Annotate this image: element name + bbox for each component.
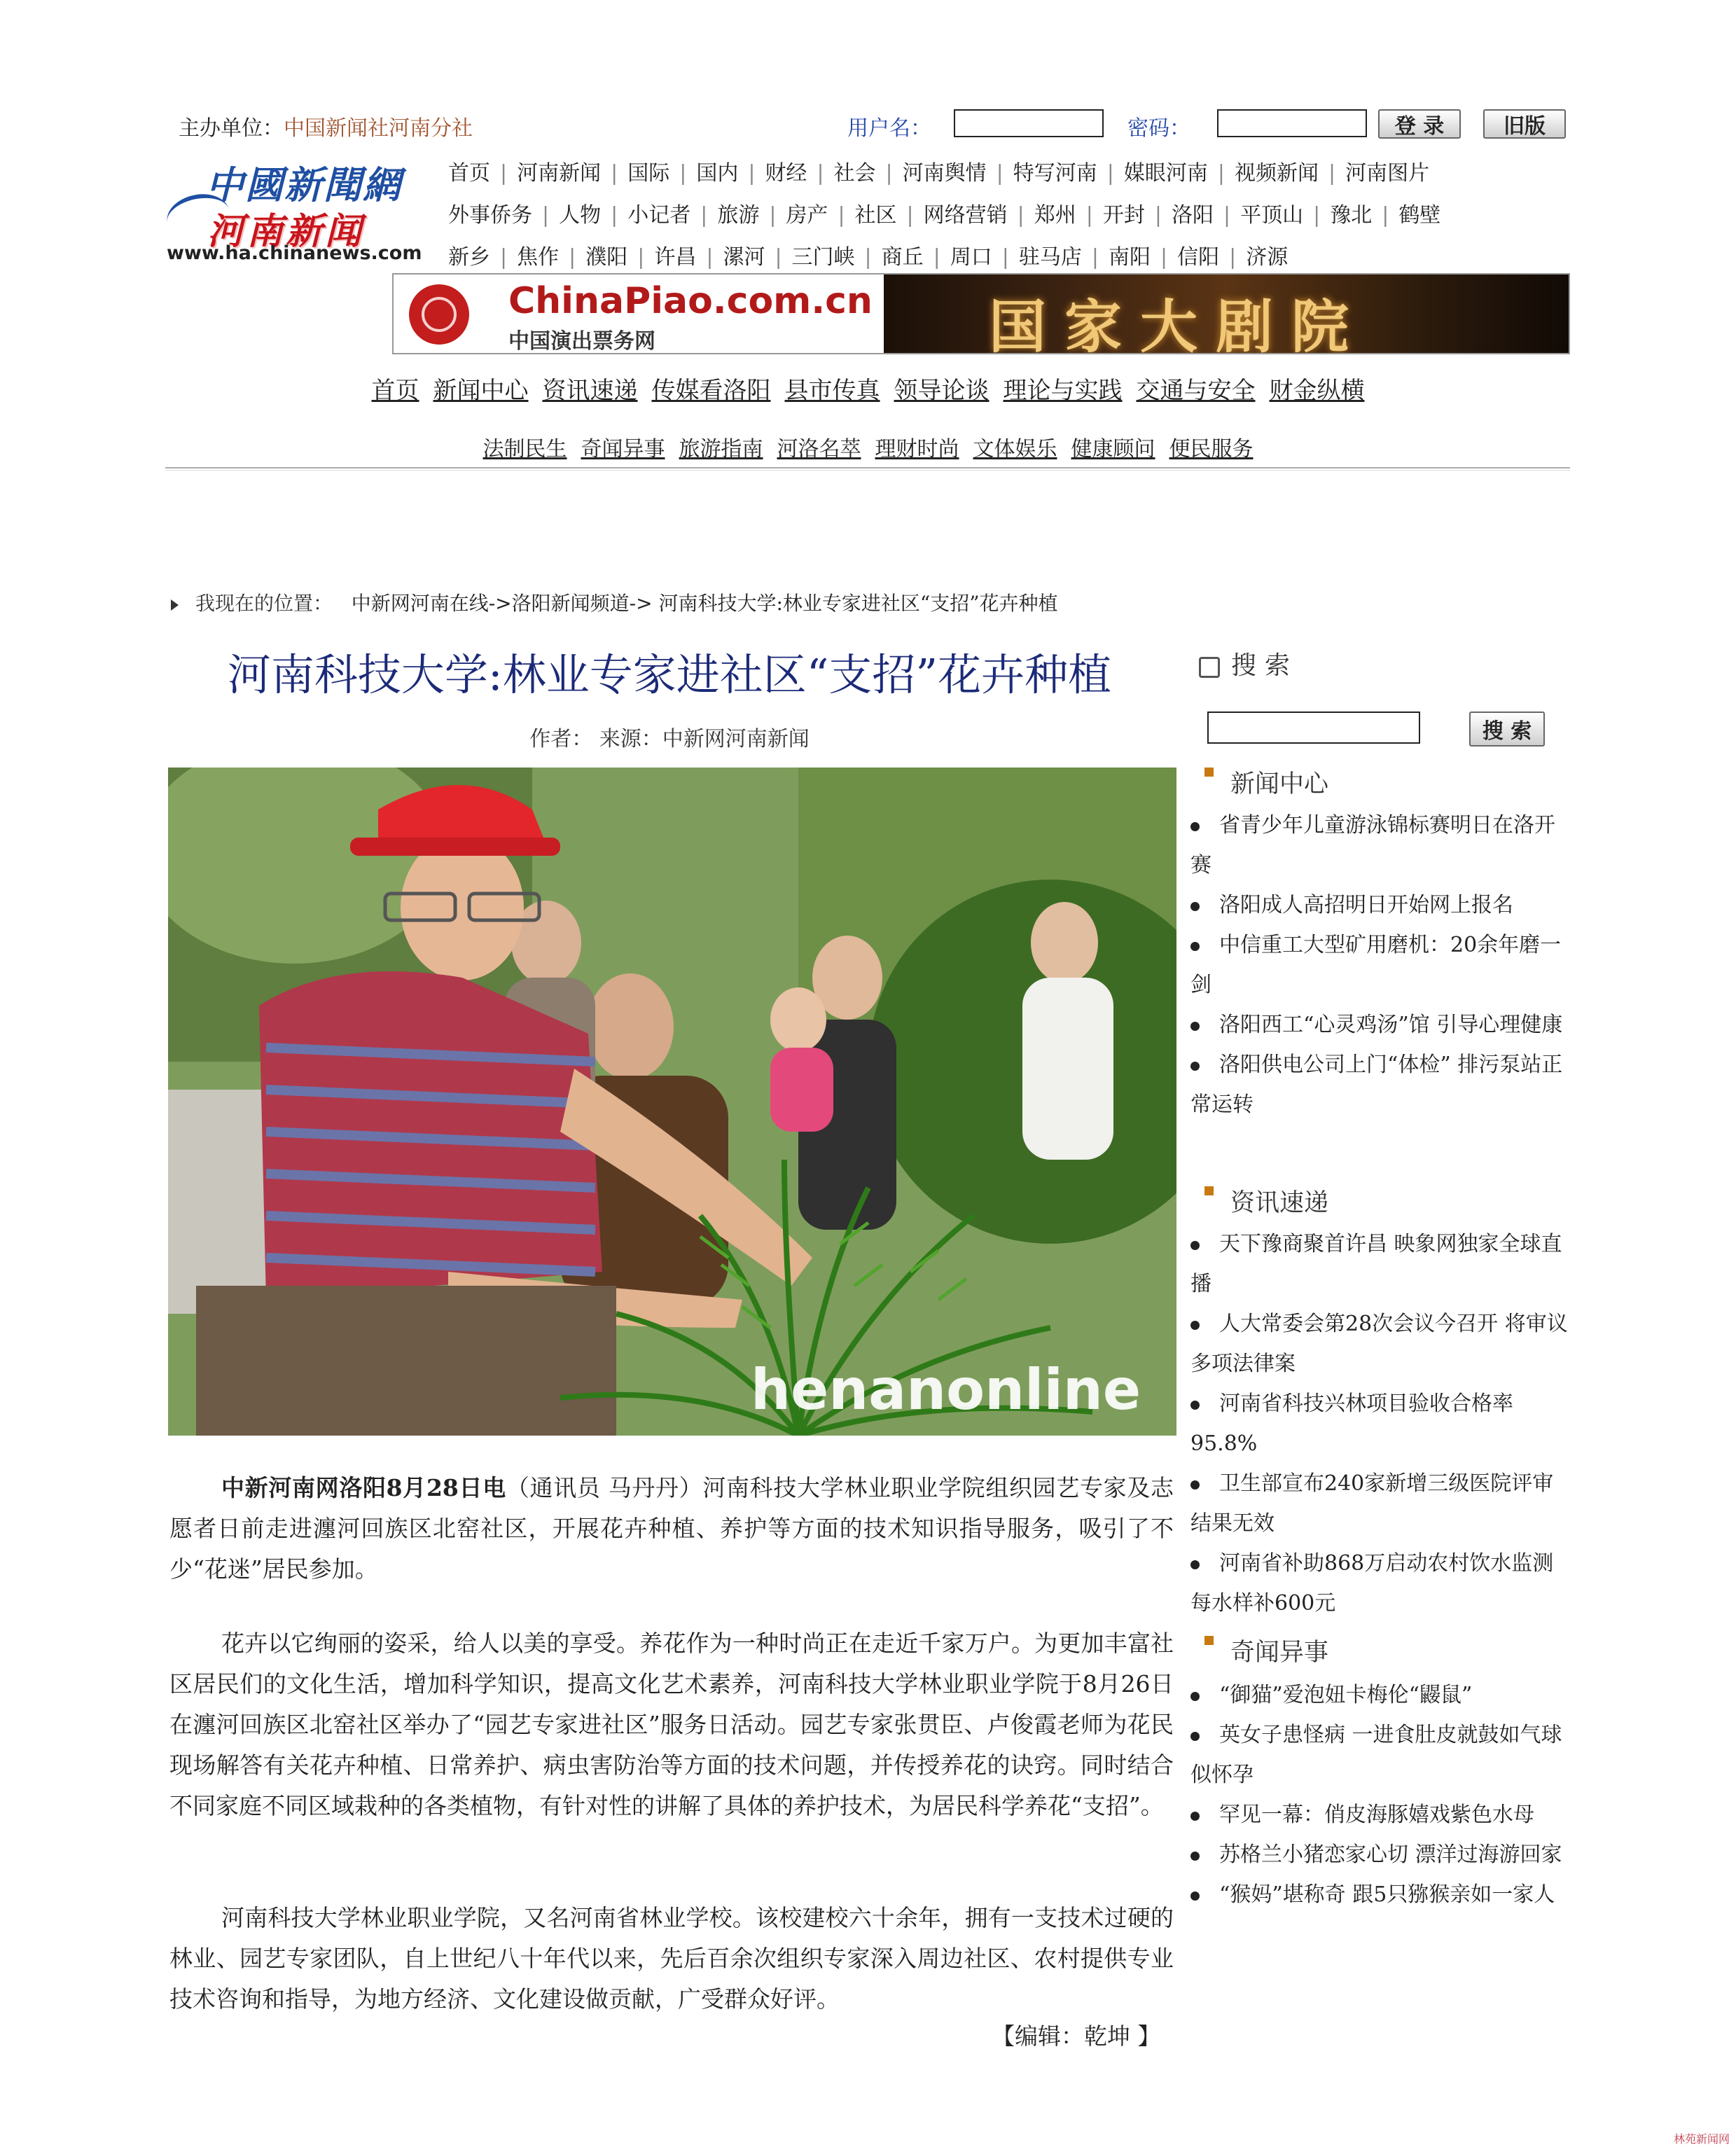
- channel-link[interactable]: 财金纵横: [1269, 377, 1365, 405]
- bullet-icon: [1190, 1852, 1200, 1861]
- nav-separator: |: [748, 161, 756, 186]
- topnav-item[interactable]: 南阳: [1108, 245, 1151, 270]
- list-item: [1190, 925, 1571, 1005]
- nav-separator: |: [1313, 203, 1321, 228]
- nav-separator: |: [542, 203, 550, 228]
- topnav-item[interactable]: 国内: [696, 161, 739, 186]
- list-item: [1190, 1835, 1571, 1875]
- list-item: [1190, 1795, 1571, 1835]
- bullet-icon: [1190, 1022, 1200, 1031]
- topnav-item[interactable]: 河南图片: [1345, 161, 1430, 186]
- topnav-item[interactable]: 特写河南: [1013, 161, 1097, 186]
- square-bullet-icon: [1204, 1186, 1214, 1195]
- bullet-icon: [1190, 822, 1200, 831]
- sidebar-section-heading: [1204, 1183, 1328, 1219]
- topnav-item[interactable]: 洛阳: [1171, 203, 1214, 228]
- sidebar-section-heading: [1204, 765, 1328, 800]
- topnav-item[interactable]: 新乡: [448, 245, 490, 270]
- channel-link[interactable]: 法制民生: [482, 437, 567, 461]
- topnav-item[interactable]: 网络营销: [923, 203, 1008, 228]
- topnav-item[interactable]: 首页: [448, 161, 490, 186]
- nav-separator: |: [1091, 245, 1099, 270]
- nav-separator: |: [611, 161, 618, 186]
- banner-theater: 国家大剧院: [989, 293, 1368, 354]
- sidebar-news-list: [1190, 805, 1571, 1125]
- host-label: 主办单位：: [179, 116, 284, 141]
- channel-link[interactable]: 理财时尚: [875, 437, 959, 461]
- channel-link[interactable]: 县市传真: [784, 377, 880, 405]
- topnav-item[interactable]: 社区: [854, 203, 897, 228]
- logo-line1: 中國新聞網: [206, 162, 402, 207]
- nav-separator: |: [1017, 203, 1025, 228]
- article-paragraph-3: 河南科技大学林业职业学院，又名河南省林业学校。该校建校六十余年，拥有一支技术过硬的林业、园艺专家团队，自上世纪八十年代以来，先后百余次组织专家深入周边社区、农村提供专业技术咨询和指导，为地方经济、文化建设做贡献，广受群众好评。: [169, 1904, 1174, 2013]
- username-input[interactable]: [954, 109, 1104, 137]
- nav-separator: |: [611, 203, 618, 228]
- site-logo[interactable]: [167, 153, 427, 265]
- sidebar-news-link[interactable]: 河南省科技兴林项目验收合格率95.8%: [1190, 1391, 1513, 1456]
- lead-bold: 中新河南网洛阳8月28日电: [221, 1474, 506, 1501]
- bullet-icon: [1190, 1401, 1200, 1410]
- topnav-item[interactable]: 社会: [833, 161, 876, 186]
- nav-separator: |: [933, 245, 940, 270]
- topnav-item[interactable]: 许昌: [654, 245, 697, 270]
- nav-separator: |: [1328, 161, 1336, 186]
- sidebar-news-link[interactable]: 洛阳供电公司上门“体检” 排污泵站正常运转: [1190, 1053, 1563, 1117]
- divider-shadow: [165, 470, 1570, 471]
- arrow-right-icon: [171, 599, 179, 611]
- bullet-icon: [1190, 1321, 1200, 1330]
- sidebar-news-link[interactable]: 卫生部宣布240家新增三级医院评审结果无效: [1190, 1471, 1554, 1536]
- bullet-icon: [1190, 1062, 1200, 1071]
- banner-left: [394, 275, 884, 353]
- topnav-item[interactable]: 外事侨务: [448, 203, 532, 228]
- sidebar-section-heading: [1204, 1633, 1328, 1668]
- sidebar-news-link[interactable]: “猴妈”堪称奇 跟5只猕猴亲如一家人: [1219, 1882, 1555, 1907]
- topnav-item[interactable]: 财经: [765, 161, 807, 186]
- sidebar-news-link[interactable]: 洛阳西工“心灵鸡汤”馆 引导心理健康: [1219, 1013, 1563, 1037]
- sidebar-news-link[interactable]: 天下豫商聚首许昌 映象网独家全球直播: [1190, 1232, 1562, 1296]
- nav-separator: |: [1106, 161, 1114, 186]
- bullet-icon: [1190, 902, 1200, 911]
- sidebar-news-link[interactable]: “御猫”爱泡妞卡梅伦“鼹鼠”: [1219, 1683, 1473, 1707]
- nav-separator: |: [1154, 203, 1162, 228]
- sidebar-news-link[interactable]: 中信重工大型矿用磨机：20余年磨一剑: [1190, 933, 1562, 997]
- topnav-item[interactable]: 视频新闻: [1234, 161, 1319, 186]
- nav-separator: |: [1001, 245, 1009, 270]
- banner-right: [884, 275, 1569, 353]
- ad-banner[interactable]: [392, 273, 1570, 354]
- topnav-item[interactable]: 房产: [786, 203, 828, 228]
- list-item: [1190, 1464, 1571, 1543]
- nav-separator: |: [706, 245, 714, 270]
- sidebar-news-link[interactable]: 省青少年儿童游泳锦标赛明日在洛开赛: [1190, 813, 1555, 877]
- nav-separator: |: [1223, 203, 1231, 228]
- topnav-item[interactable]: 小记者: [627, 203, 691, 228]
- search-box-icon: [1199, 657, 1220, 678]
- sidebar-news-link[interactable]: 洛阳成人高招明日开始网上报名: [1219, 893, 1513, 917]
- square-bullet-icon: [1204, 1636, 1214, 1645]
- topnav-item[interactable]: 漯河: [723, 245, 765, 270]
- nav-separator: |: [500, 161, 508, 186]
- channel-nav-2: [0, 431, 1736, 462]
- channel-link[interactable]: 便民服务: [1169, 437, 1254, 461]
- old-version-button[interactable]: 旧版: [1483, 109, 1566, 139]
- bullet-icon: [1190, 1692, 1200, 1701]
- channel-link[interactable]: 理论与实践: [1003, 377, 1123, 405]
- list-item: [1190, 1715, 1571, 1795]
- topnav-item[interactable]: 开封: [1102, 203, 1145, 228]
- topnav-item[interactable]: 平顶山: [1240, 203, 1304, 228]
- photo-scene: [168, 768, 1176, 1436]
- bullet-icon: [1190, 1480, 1200, 1490]
- topnav-item[interactable]: 鹤壁: [1398, 203, 1441, 228]
- nav-separator: |: [885, 161, 893, 186]
- nav-separator: |: [838, 203, 845, 228]
- nav-separator: |: [906, 203, 914, 228]
- topnav-item[interactable]: 商丘: [881, 245, 924, 270]
- sidebar-news-link[interactable]: 河南省补助868万启动农村饮水监测 每水样补600元: [1190, 1551, 1554, 1616]
- nav-separator: |: [775, 245, 782, 270]
- sidebar-news-link[interactable]: 罕见一幕：俏皮海豚嬉戏紫色水母: [1219, 1803, 1534, 1827]
- topnav-item[interactable]: 濮阳: [585, 245, 628, 270]
- topnav-item[interactable]: 济源: [1246, 245, 1289, 270]
- channel-link[interactable]: 奇闻异事: [581, 437, 665, 461]
- nav-separator: |: [817, 161, 824, 186]
- list-item: [1190, 1543, 1571, 1623]
- sidebar-news-list: [1190, 1675, 1571, 1915]
- topnav-item[interactable]: 河南新闻: [517, 161, 602, 186]
- login-button[interactable]: 登 录: [1378, 109, 1461, 139]
- password-input[interactable]: [1217, 109, 1367, 137]
- nav-separator: |: [864, 245, 872, 270]
- topnav-item[interactable]: 国际: [627, 161, 670, 186]
- list-item: [1190, 1304, 1571, 1384]
- list-item: [1190, 1384, 1571, 1464]
- channel-link[interactable]: 河洛名萃: [777, 437, 861, 461]
- banner-brand: ChinaPiao.com.cn: [508, 280, 873, 322]
- channel-link[interactable]: 传媒看洛阳: [651, 377, 771, 405]
- sidebar-news-link[interactable]: 苏格兰小猪恋家心切 漂洋过海游回家: [1219, 1842, 1562, 1867]
- nav-separator: |: [1229, 245, 1237, 270]
- topnav-item[interactable]: 信阳: [1177, 245, 1220, 270]
- breadcrumb: [171, 588, 1058, 616]
- topnav-item[interactable]: 人物: [559, 203, 602, 228]
- topnav-item[interactable]: 周口: [950, 245, 992, 270]
- banner-sub: 中国演出票务网: [508, 329, 655, 354]
- sidebar-news-list: [1190, 1224, 1571, 1623]
- channel-link[interactable]: 旅游指南: [679, 437, 763, 461]
- article-editor: 【编辑：乾坤 】: [992, 2022, 1161, 2050]
- sidebar-news-link[interactable]: 人大常委会第28次会议今召开 将审议多项法律案: [1190, 1312, 1568, 1376]
- article-paragraph-1: [169, 1468, 1174, 1590]
- breadcrumb-path[interactable]: 中新网河南在线->洛阳新闻频道-> 河南科技大学:林业专家进社区“支招”花卉种植: [351, 592, 1058, 615]
- bullet-icon: [1190, 1560, 1200, 1569]
- nav-separator: |: [700, 203, 708, 228]
- username-label: 用户名：: [847, 116, 931, 141]
- list-item: [1190, 1875, 1571, 1915]
- list-item: [1190, 885, 1571, 925]
- channel-link[interactable]: 交通与安全: [1136, 377, 1256, 405]
- nav-separator: |: [1085, 203, 1093, 228]
- topnav-item[interactable]: 媒眼河南: [1123, 161, 1208, 186]
- search-title: 搜索: [1231, 651, 1299, 680]
- bullet-icon: [1190, 1891, 1200, 1901]
- nav-separator: |: [769, 203, 777, 228]
- divider: [165, 467, 1570, 468]
- nav-separator: |: [637, 245, 645, 270]
- top-nav-row-1: [448, 155, 1429, 186]
- nav-separator: |: [996, 161, 1004, 186]
- breadcrumb-label: 我现在的位置：: [195, 592, 333, 615]
- topnav-item[interactable]: 焦作: [517, 245, 560, 270]
- sidebar-search-button[interactable]: 搜 索: [1469, 711, 1545, 747]
- sidebar-search-input[interactable]: [1207, 711, 1420, 744]
- photo-watermark: henanonline: [751, 1357, 1141, 1422]
- channel-link[interactable]: 领导论谈: [894, 377, 989, 405]
- list-item: [1190, 1005, 1571, 1045]
- topnav-item[interactable]: 郑州: [1034, 203, 1076, 228]
- list-item: [1190, 1224, 1571, 1304]
- nav-separator: |: [679, 161, 687, 186]
- sidebar-section-title: 新闻中心: [1230, 770, 1329, 798]
- nav-separator: |: [569, 245, 576, 270]
- list-item: [1190, 1045, 1571, 1125]
- bullet-icon: [1190, 1812, 1200, 1821]
- article-paragraph-2: 花卉以它绚丽的姿采，给人以美的享受。养花作为一种时尚正在走近千家万户。为更加丰富社区居民们的文化生活，增加科学知识，提高文化艺术素养，河南科技大学林业职业学院于8月26日在瀍河回族区北窑社区举办了“园艺专家进社区”服务日活动。园艺专家张贯臣、卢俊霞老师为花民现场解答有关花卉种植、日常养护、病虫害防治等方面的技术问题，并传授养花的诀窍。同时结合不同家庭不同区域栽种的各类植物，有针对性的讲解了具体的养护技术，为居民科学养花“支招”。: [169, 1630, 1174, 1819]
- sidebar-news-link[interactable]: 英女子患怪病 一进食肚皮就鼓如气球似怀孕: [1190, 1723, 1562, 1787]
- channel-link[interactable]: 资讯速递: [542, 377, 638, 405]
- host-org: 中国新闻社河南分社: [284, 116, 473, 141]
- nav-separator: |: [1217, 161, 1225, 186]
- article-title: 河南科技大学:林业专家进社区“支招”花卉种植: [227, 649, 1112, 700]
- password-label: 密码：: [1127, 116, 1190, 141]
- topnav-item[interactable]: 河南舆情: [902, 161, 987, 186]
- lead-rest: （通讯员 马丹丹）河南科技大学林业职业学院组织园艺专家及志愿者日前走进瀍河回族区北窑社区，开展花卉种植、养护等方面的技术知识指导服务，吸引了不少“花迷”居民参加。: [169, 1474, 1174, 1583]
- sidebar-section-title: 奇闻异事: [1230, 1639, 1329, 1667]
- channel-link[interactable]: 首页: [371, 377, 419, 405]
- bullet-icon: [1190, 1241, 1200, 1250]
- article-byline: 作者： 来源：中新网河南新闻: [529, 727, 810, 751]
- bullet-icon: [1190, 942, 1200, 951]
- nav-separator: |: [1382, 203, 1389, 228]
- topnav-item[interactable]: 旅游: [717, 203, 760, 228]
- top-nav-row-2: [448, 197, 1440, 228]
- channel-link[interactable]: 文体娱乐: [973, 437, 1057, 461]
- topnav-item[interactable]: 豫北: [1330, 203, 1373, 228]
- article-photo: [168, 768, 1176, 1436]
- sidebar-section-title: 资讯速递: [1230, 1189, 1329, 1217]
- channel-link[interactable]: 新闻中心: [433, 377, 529, 405]
- nav-separator: |: [1160, 245, 1168, 270]
- list-item: [1190, 1675, 1571, 1715]
- topnav-item[interactable]: 三门峡: [791, 245, 855, 270]
- list-item: [1190, 805, 1571, 885]
- corner-watermark: 林苑新闻网: [1674, 2132, 1730, 2146]
- nav-separator: |: [500, 245, 508, 270]
- bullet-icon: [1190, 1732, 1200, 1741]
- logo-line2: 河南新闻: [207, 210, 365, 253]
- square-bullet-icon: [1204, 768, 1214, 777]
- sidebar-search-heading: [1199, 646, 1298, 681]
- channel-nav-1: [0, 371, 1736, 405]
- chinapiao-logo-icon: [409, 284, 469, 345]
- logo-url: www.ha.chinanews.com: [167, 242, 422, 264]
- channel-link[interactable]: 健康顾问: [1071, 437, 1155, 461]
- topnav-item[interactable]: 驻马店: [1018, 245, 1082, 270]
- host-info: [179, 111, 473, 141]
- top-nav-row-3: [448, 240, 1288, 270]
